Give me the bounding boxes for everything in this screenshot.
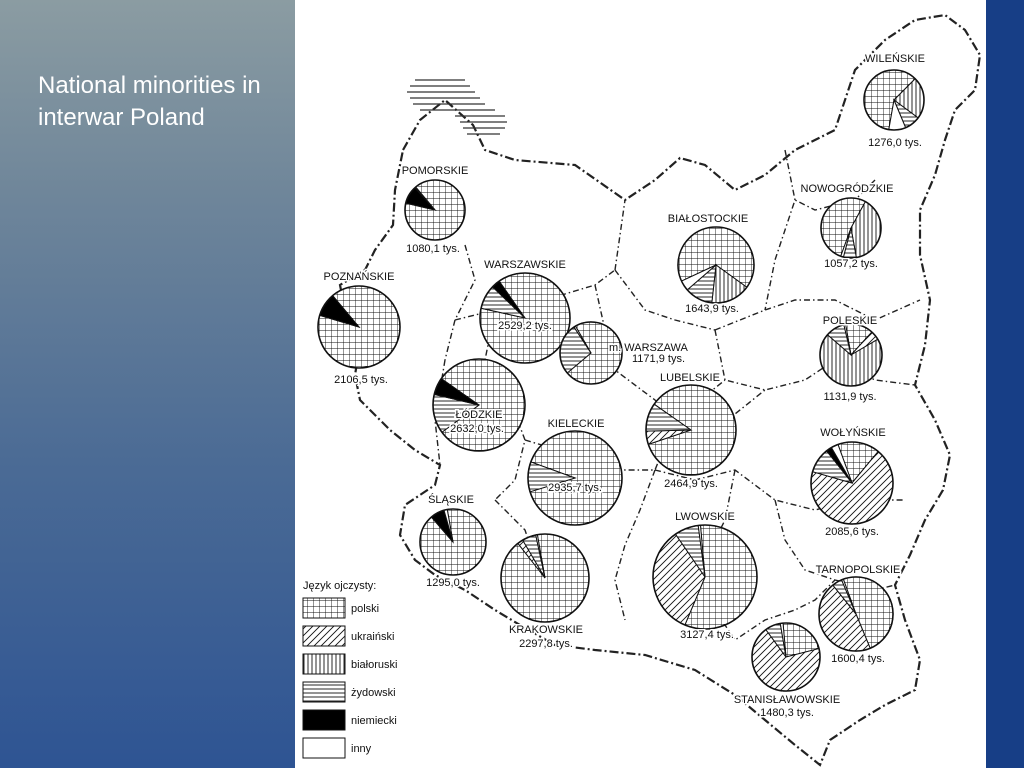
- pie-16: [752, 623, 820, 691]
- legend-label-zydowski: żydowski: [351, 687, 396, 699]
- region-name-label: ŚLĄSKIE: [428, 494, 474, 506]
- legend-swatch-ukrainski: [303, 626, 345, 646]
- region-population-label: 2106,5 tys.: [334, 374, 388, 386]
- pie-8: [433, 359, 525, 451]
- pie-5: [480, 273, 570, 363]
- region-name-label: BIAŁOSTOCKIE: [667, 213, 749, 225]
- legend-swatch-bialoruski: [303, 654, 345, 674]
- legend-label-polski: polski: [351, 603, 380, 615]
- pie-7: [820, 324, 882, 386]
- region-population-label: 3127,4 tys.: [680, 629, 734, 641]
- legend-label-ukrainski: ukraiński: [351, 631, 395, 643]
- region-name-label: LUBELSKIE: [660, 372, 720, 384]
- region-name-label: WILEŃSKIE: [865, 53, 925, 65]
- legend-swatch-zydowski: [303, 682, 345, 702]
- region-name-label: WOŁYŃSKIE: [820, 427, 886, 439]
- slide-right-bar: [986, 0, 1024, 768]
- region-name-label: NOWOGRÓDZKIE: [800, 183, 894, 195]
- region-name-label: POZNAŃSKIE: [323, 271, 395, 283]
- region-population-label: 1276,0 tys.: [868, 137, 922, 149]
- region-population-label: 1131,9 tys.: [823, 391, 877, 403]
- pie-1: [405, 180, 465, 240]
- pie-charts: [318, 70, 924, 691]
- legend-label-bialoruski: białoruski: [351, 659, 398, 671]
- region-population-label: 2085,6 tys.: [825, 526, 879, 538]
- legend: [303, 580, 397, 758]
- pie-0: [864, 70, 924, 130]
- legend-swatch-polski: [303, 598, 345, 618]
- region-population-label: 2464,9 tys.: [664, 478, 718, 490]
- region-population-label: 1295,0 tys.: [426, 577, 480, 589]
- pie-10: [528, 431, 622, 525]
- slide-title: National minorities in interwar Poland: [38, 72, 261, 131]
- pie-4: [318, 286, 400, 368]
- region-population-label: 1057,2 tys.: [824, 258, 878, 270]
- legend-label-inny: inny: [351, 743, 372, 755]
- region-name-label: TARNOPOLSKIE: [815, 564, 901, 576]
- region-name-label: POMORSKIE: [401, 165, 469, 177]
- region-name-label: STANISŁAWOWSKIE: [733, 694, 841, 706]
- region-name-label: KIELECKIE: [547, 418, 605, 430]
- pie-3: [678, 227, 754, 303]
- region-population-label: 1171,9 tys.: [632, 353, 685, 365]
- region-population-label: 1600,4 tys.: [831, 653, 885, 665]
- pie-15: [501, 534, 589, 622]
- pie-14: [819, 577, 893, 651]
- map-area: [295, 0, 986, 768]
- pie-12: [420, 509, 486, 575]
- danzig-hatch: [407, 80, 507, 134]
- pie-9: [646, 385, 736, 475]
- region-name-label: LWOWSKIE: [675, 511, 735, 523]
- legend-swatch-inny: [303, 738, 345, 758]
- legend-label-niemiecki: niemiecki: [351, 715, 397, 727]
- region-population-label: 1480,3 tys.: [760, 707, 814, 719]
- region-population-label: 2632,0 tys.: [450, 423, 504, 435]
- region-name-label: WARSZAWSKIE: [484, 259, 566, 271]
- region-name-label: POLESKIE: [822, 315, 878, 327]
- pie-13: [653, 525, 757, 629]
- region-population-label: 2297,8 tys.: [519, 638, 573, 650]
- region-population-label: 1080,1 tys.: [406, 243, 460, 255]
- region-name-label: KRAKOWSKIE: [509, 624, 583, 636]
- pie-2: [821, 198, 881, 258]
- region-population-label: 2529,2 tys.: [498, 320, 552, 332]
- region-name-label: m. WARSZAWA: [609, 342, 688, 354]
- poland-minorities-map: [295, 0, 986, 768]
- legend-title: Język ojczysty:: [303, 580, 377, 592]
- region-population-label: 2935,7 tys.: [548, 482, 602, 494]
- legend-swatch-niemiecki: [303, 710, 345, 730]
- region-population-label: 1643,9 tys.: [685, 303, 739, 315]
- region-name-label: ŁÓDZKIE: [455, 409, 503, 421]
- slide-side-panel: [0, 0, 295, 768]
- pie-11: [811, 442, 893, 524]
